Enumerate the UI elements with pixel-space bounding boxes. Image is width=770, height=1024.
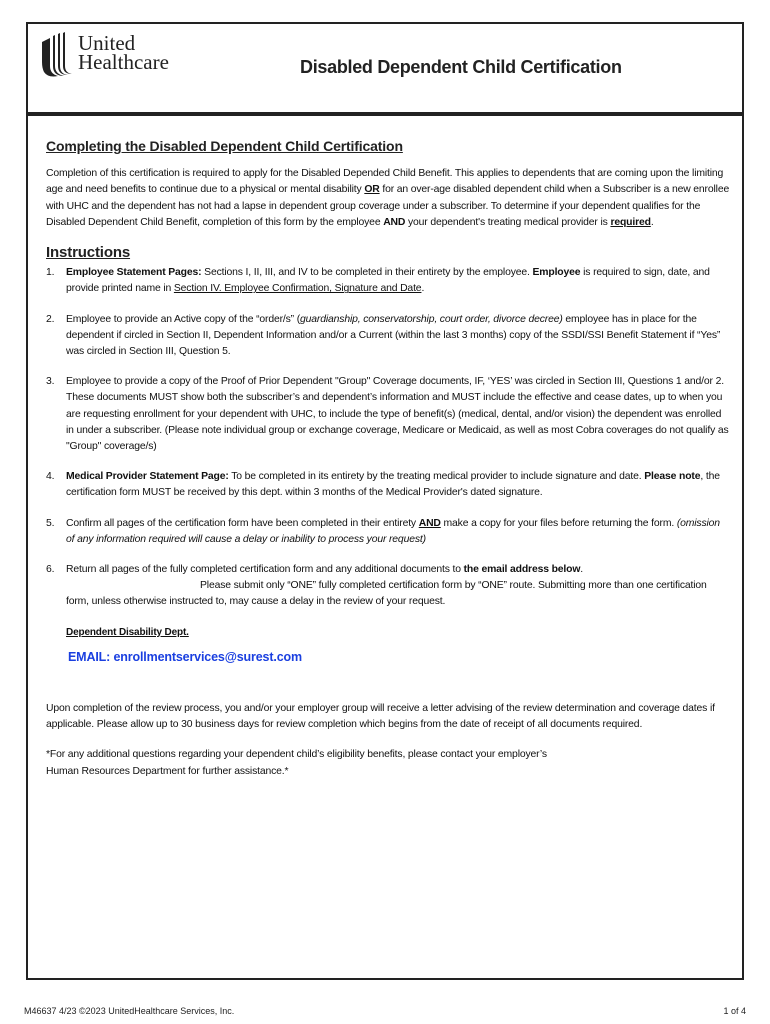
- text-segment: Please note: [644, 471, 701, 483]
- text-segment: Sections I, II, III, and IV to be completed in their entirety by the employee.: [201, 267, 533, 279]
- email-link[interactable]: EMAIL: enrollmentservices@surest.com: [68, 649, 302, 664]
- text-segment: Medical Provider Statement Page:: [66, 471, 229, 483]
- text-segment: Return all pages of the fully completed certification form and any additional documents to: [66, 564, 464, 576]
- instruction-number: 5.: [46, 517, 55, 529]
- text-segment: for an over-age disabled dependent child when a Subscriber is a new enrollee with UHC and the dependent has not had a lapse in dependent group coverage under a subscriber. To determine if your dependent qualifies for the Disabled Dependent Child Benefit, completion of this form by the employee: [46, 184, 730, 228]
- text-segment: is required to sign, date, and provide printed name in: [66, 267, 710, 295]
- uhc-logo-icon: [40, 32, 74, 80]
- document-body: [26, 114, 744, 980]
- section-title: Completing the Disabled Dependent Child Certification: [46, 138, 403, 154]
- instruction-item: [46, 469, 730, 501]
- instruction-number: 2.: [46, 313, 55, 325]
- document-header: [26, 22, 744, 114]
- footer: [24, 1006, 746, 1016]
- text-segment: .: [650, 216, 654, 228]
- instruction-item: [46, 374, 730, 455]
- instruction-number: 6.: [46, 564, 55, 576]
- text-segment: .: [421, 283, 425, 295]
- page-number: 1 of 4: [723, 1006, 746, 1016]
- instruction-number: 3.: [46, 376, 55, 388]
- instructions-heading: Instructions: [46, 244, 131, 262]
- text-segment: Completion of this certification is required to apply for the Disabled Depended Child Benefit. This applies to dependents that are coming upon the limiting age and need benefits to continue due to a physical or mental disability: [46, 168, 724, 196]
- completion-note: Upon completion of the review process, you and/or your employer group will receive a letter advising of the review determination and coverage dates if applicable. Please allow up to 30 business days for review completion which begins from the date of receipt of all documents required.: [46, 703, 715, 731]
- instruction-item: [46, 312, 730, 361]
- instruction-item: [46, 516, 730, 548]
- text-segment: required: [610, 216, 651, 228]
- dept-label: Dependent Disability Dept.: [66, 626, 189, 638]
- text-segment: Employee Statement Pages:: [66, 267, 202, 279]
- logo-text-healthcare: Healthcare: [78, 50, 169, 74]
- instruction-number: 4.: [46, 471, 55, 483]
- intro-paragraph: [46, 166, 730, 231]
- text-segment: Please submit only “ONE” fully completed certification form by “ONE” route. Submitting more than one certification form, unless otherwise instructed to, may cause a delay in the review of your request.: [66, 580, 707, 608]
- text-segment: .: [580, 564, 584, 576]
- text-segment: Employee to provide an Active copy of the “order/s” (: [66, 313, 301, 325]
- text-segment: Confirm all pages of the certification form have been completed in their entirety: [66, 517, 419, 529]
- text-segment: To be completed in its entirety by the treating medical provider to include signature and date.: [228, 471, 645, 483]
- text-segment: AND: [418, 517, 441, 529]
- text-segment: Employee to provide a copy of the Proof of Prior Dependent "Group" Coverage documents, IF, ‘YES’ was circled in Section III, Questions 1 and/or 2. These documents MUST show both the subscriber’s and dependent’s information and MUST include the effective and cease dates, up to when you are requesting enrollment for your dependent with UHC, to include the type of benefit(s) (medical, dental, and/or vision) the dependent was enrolled in under a subscriber. (Please note individual group or exchange coverage, Medicare or Medicaid, as well as most Cobra coverages do not qualify as "Group" coverage/s): [66, 376, 729, 453]
- instruction-number: 1.: [46, 267, 55, 279]
- text-segment: employee has in place for the dependent if circled in Section II, Dependent Information and/or a Current (within the last 3 months) copy of the SSDI/SSI Benefit Statement if “Yes” was circled in Section III, Question 5.: [66, 313, 721, 358]
- text-segment: Employee: [532, 267, 581, 279]
- footer-form-id: M46637 4/23 ©2023 UnitedHealthcare Services, Inc.: [24, 1006, 235, 1016]
- text-segment: your dependent's treating medical provider is: [405, 216, 611, 228]
- text-segment: make a copy for your files before returning the form.: [440, 517, 677, 529]
- instruction-item: [46, 265, 730, 297]
- text-segment: the email address below: [463, 564, 581, 576]
- text-segment: OR: [364, 184, 380, 196]
- questions-note: *For any additional questions regarding your dependent child’s eligibility benefits, please contact your employer’s Human Resources Department for further assistance.*: [46, 749, 547, 777]
- text-segment: Section IV. Employee Confirmation, Signature and Date: [173, 283, 422, 295]
- logo-text-united: United: [78, 31, 136, 55]
- instruction-item: [46, 562, 730, 611]
- text-segment: guardianship, conservatorship, court order, divorce decree): [300, 313, 563, 325]
- text-segment: (omission of any information required will cause a delay or inability to process your request): [66, 517, 720, 545]
- text-segment: AND: [383, 216, 406, 228]
- unitedhealthcare-logo: [40, 32, 169, 80]
- text-segment: , the certification form MUST be received by this dept. within 3 months of the Medical Provider's dated signature.: [66, 471, 720, 499]
- page-title: Disabled Dependent Child Certification: [300, 57, 622, 77]
- instructions-list: [46, 265, 730, 610]
